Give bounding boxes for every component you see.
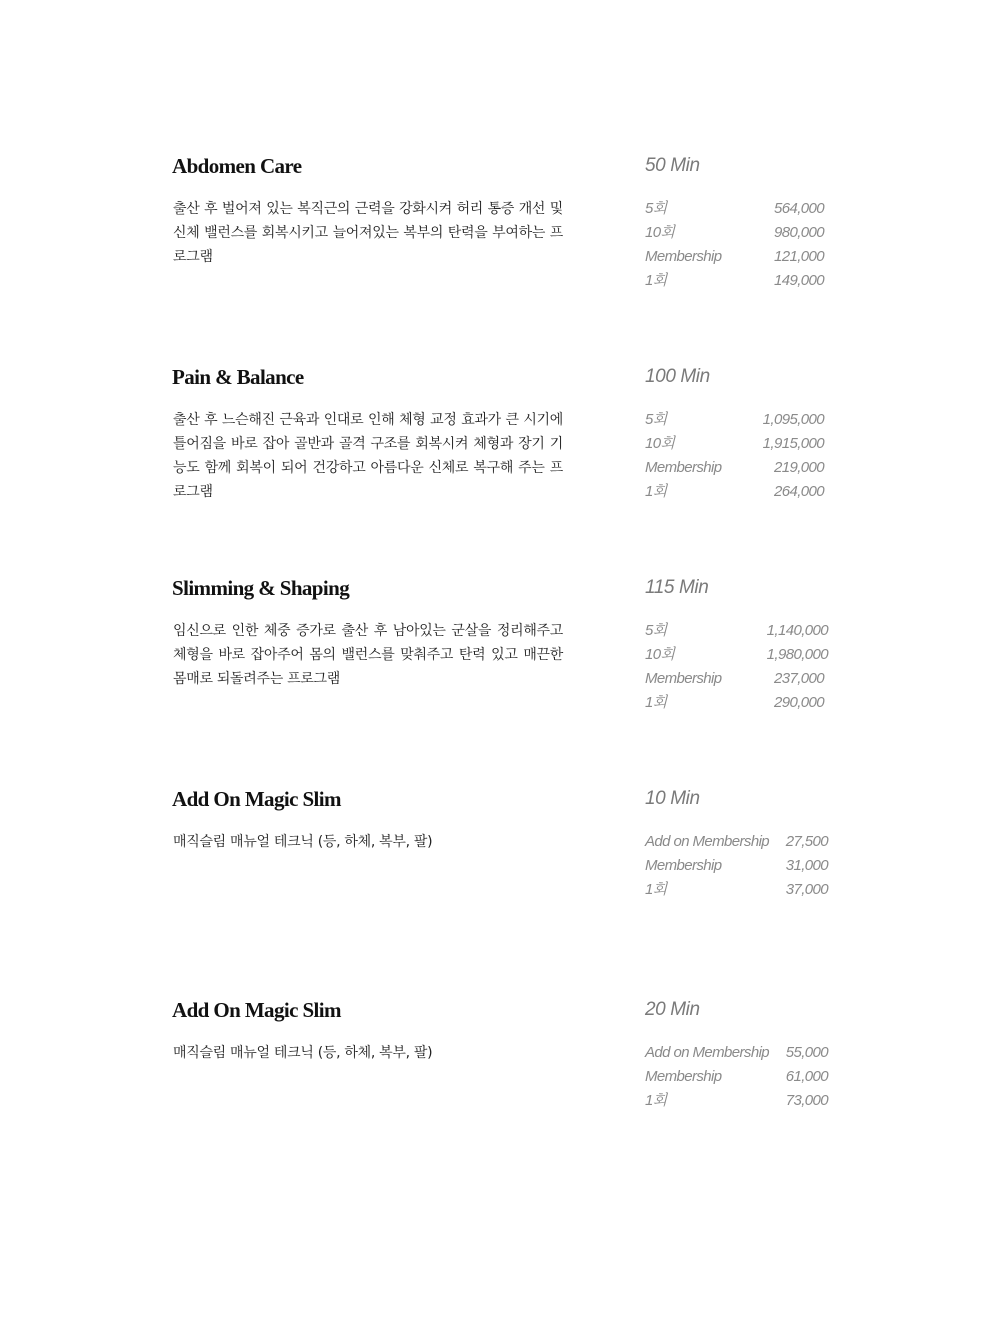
price-label: Membership (645, 248, 722, 265)
price-row (645, 854, 835, 878)
price-label: Membership (645, 459, 722, 476)
program-duration: 10 Min (645, 788, 700, 809)
price-label: Membership (645, 1068, 722, 1085)
price-label: 1회 (645, 881, 667, 898)
price-label: 1회 (645, 694, 667, 711)
price-label: 10회 (645, 646, 675, 663)
price-row (645, 480, 835, 504)
price-label: Membership (645, 857, 722, 874)
price-value: 564,000 (773, 200, 824, 217)
program-pain-balance (0, 364, 1000, 564)
price-label: 1회 (645, 483, 667, 500)
price-value: 31,000 (785, 857, 828, 874)
price-row (645, 619, 835, 643)
price-row (645, 245, 835, 269)
price-value: 1,980,000 (766, 646, 828, 663)
price-label: 5회 (645, 411, 667, 428)
price-label: Add on Membership (645, 833, 770, 850)
price-value: 1,140,000 (766, 622, 828, 639)
price-row (645, 408, 835, 432)
price-list (645, 619, 835, 715)
program-title: Pain & Balance (172, 365, 304, 389)
price-label: Add on Membership (645, 1044, 770, 1061)
price-label: 5회 (645, 200, 667, 217)
price-label: 5회 (645, 622, 667, 639)
price-row (645, 878, 835, 902)
price-value: 1,095,000 (762, 411, 824, 428)
price-row (645, 1065, 835, 1089)
price-row (645, 1041, 835, 1065)
program-description: 임신으로 인한 체중 증가로 출산 후 남아있는 군살을 정리해주고 체형을 바로 잡아주어 몸의 밸런스를 맞춰주고 탄력 있고 매끈한 몸매로 되돌려주는 프로그램 (173, 623, 563, 687)
price-value: 149,000 (773, 272, 824, 289)
price-list (645, 197, 835, 293)
program-title: Add On Magic Slim (172, 787, 341, 811)
price-row (645, 269, 835, 293)
program-duration: 115 Min (645, 577, 709, 598)
price-label: 10회 (645, 224, 675, 241)
price-row (645, 643, 835, 667)
price-value: 980,000 (773, 224, 824, 241)
price-row (645, 691, 835, 715)
program-add-on-magic-slim-20 (0, 997, 1000, 1197)
price-value: 237,000 (773, 670, 824, 687)
price-value: 121,000 (773, 248, 824, 265)
price-value: 1,915,000 (762, 435, 824, 452)
price-list (645, 408, 835, 504)
price-value: 73,000 (785, 1092, 828, 1109)
price-label: Membership (645, 670, 722, 687)
price-value: 55,000 (785, 1044, 828, 1061)
price-value: 219,000 (773, 459, 824, 476)
program-abdomen-care (0, 153, 1000, 353)
price-row (645, 432, 835, 456)
program-add-on-magic-slim-10 (0, 786, 1000, 986)
program-description: 매직슬림 매뉴얼 테크닉 (등, 하체, 복부, 팔) (173, 834, 433, 850)
price-row (645, 197, 835, 221)
program-description: 출산 후 벌어져 있는 복직근의 근력을 강화시켜 허리 통증 개선 및 신체 밸런스를 회복시키고 늘어져있는 복부의 탄력을 부여하는 프로그램 (173, 201, 563, 265)
program-title: Abdomen Care (172, 154, 302, 178)
price-value: 27,500 (785, 833, 828, 850)
price-row (645, 456, 835, 480)
price-list (645, 1041, 835, 1113)
program-duration: 20 Min (645, 999, 700, 1020)
price-row (645, 1089, 835, 1113)
program-duration: 100 Min (645, 366, 710, 387)
program-description: 출산 후 느슨해진 근육과 인대로 인해 체형 교정 효과가 큰 시기에 틀어짐을 바로 잡아 골반과 골격 구조를 회복시켜 체형과 장기 기능도 함께 회복이 되어 건강하고 아름다운 신체로 복구해 주는 프로그램 (173, 412, 563, 500)
price-label: 10회 (645, 435, 675, 452)
price-label: 1회 (645, 1092, 667, 1109)
price-list (645, 830, 835, 902)
price-row (645, 221, 835, 245)
price-row (645, 667, 835, 691)
program-duration: 50 Min (645, 155, 700, 176)
program-title: Add On Magic Slim (172, 998, 341, 1022)
program-title: Slimming & Shaping (172, 576, 350, 600)
program-description: 매직슬림 매뉴얼 테크닉 (등, 하체, 복부, 팔) (173, 1045, 433, 1061)
price-value: 264,000 (773, 483, 824, 500)
price-value: 37,000 (785, 881, 828, 898)
program-slimming-shaping (0, 575, 1000, 775)
price-label: 1회 (645, 272, 667, 289)
price-value: 61,000 (785, 1068, 828, 1085)
price-row (645, 830, 835, 854)
price-value: 290,000 (773, 694, 824, 711)
